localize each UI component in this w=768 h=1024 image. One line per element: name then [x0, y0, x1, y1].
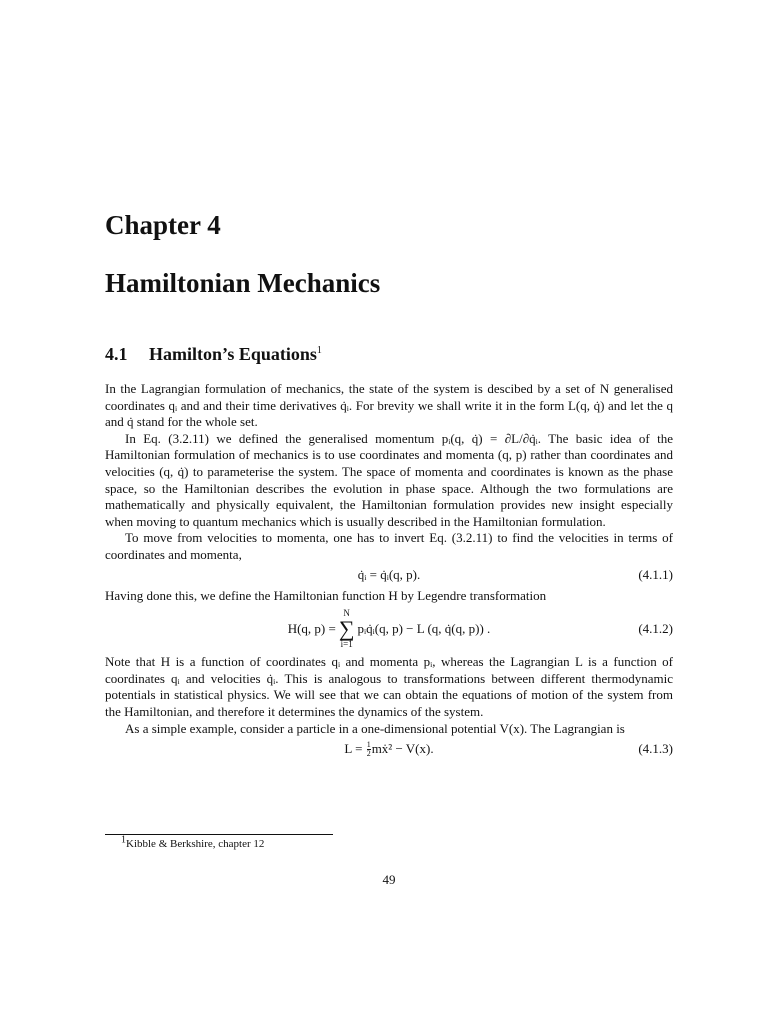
section-number: 4.1 — [105, 344, 128, 364]
section-footnote-mark: 1 — [316, 345, 322, 356]
paragraph-6: As a simple example, consider a particle in a one-dimensional potential V(x). The Lagrangian is — [125, 720, 625, 736]
chapter-title: Hamiltonian Mechanics — [105, 268, 381, 298]
equation-3-lhs: L = — [344, 740, 363, 756]
paragraph-1: In the Lagrangian formulation of mechanics, the state of the system is descibed by a set of N generalised coordinates qᵢ and and their time derivatives q̇ᵢ. For brevity we shall write it in the form L(q, q̇) and let the q and q̇ stand for the whole set. — [105, 381, 673, 430]
equation-2-number: (4.1.2) — [638, 620, 673, 636]
equation-2-lhs: H(q, p) = — [287, 620, 336, 636]
sum-lower-limit: i=1 — [340, 639, 353, 650]
footnote-rule — [105, 834, 333, 835]
footnote — [121, 834, 265, 850]
fraction-one-half — [367, 741, 371, 758]
equation-3-number: (4.1.3) — [638, 740, 673, 756]
footnote-mark: 1 — [121, 834, 126, 846]
section-heading — [105, 344, 322, 365]
paragraph-3: To move from velocities to momenta, one has to invert Eq. (3.2.11) to find the velocities in terms of coordinates and momenta, — [105, 530, 673, 562]
summation-symbol: N ∑ i=1 — [338, 608, 355, 650]
paragraph-5: Note that H is a function of coordinates qᵢ and momenta pᵢ, whereas the Lagrangian L is a function of coordinates qᵢ and velocities q̇ᵢ. This is analogous to transformations between different thermodynamic potentials in statistical physics. We will see that we can obtain the equations of motion of the system from the Hamiltonian, and therefore it determines the dynamics of the system. — [105, 654, 673, 719]
page-number: 49 — [382, 872, 396, 887]
body-text — [105, 381, 673, 761]
paragraph-4: Having done this, we define the Hamiltonian function H by Legendre transformation — [105, 587, 547, 603]
fraction-numerator: 1 — [366, 739, 371, 749]
sum-upper-limit: N — [343, 608, 350, 619]
paragraph-2: In Eq. (3.2.11) we defined the generalised momentum pᵢ(q, q̇) = ∂L/∂q̇ᵢ. The basic idea of the Hamiltonian formulation of mechanics is to use coordinates and momenta (q, p) rather than coordinates and velocities (q, q̇) to parameterise the system. The space of momenta and coordinates is known as the phase space, so the Hamiltonian describes the evolution in phase space. Although the two formulations are mathematically and physically equivalent, the Hamiltonian formulation provides new insight especially when moving to quantum mechanics which is usually described in the Hamiltonian formulation. — [105, 430, 673, 529]
section-title: Hamilton’s Equations — [149, 344, 317, 364]
equation-2-rhs: pᵢq̇ᵢ(q, p) − L (q, q̇(q, p)) . — [357, 620, 491, 636]
equation-1-body: q̇ᵢ = q̇ᵢ(q, p). — [357, 567, 421, 583]
equation-1-number: (4.1.1) — [638, 567, 673, 583]
footnote-text: Kibble & Berkshire, chapter 12 — [126, 838, 265, 850]
fraction-denominator: 2 — [366, 748, 371, 758]
equation-4-1-2 — [105, 604, 673, 654]
equation-4-1-1 — [105, 564, 673, 588]
chapter-label: Chapter 4 — [105, 210, 221, 240]
equation-4-1-3 — [105, 737, 673, 761]
equation-3-rhs: mẋ² − V(x). — [371, 740, 434, 756]
